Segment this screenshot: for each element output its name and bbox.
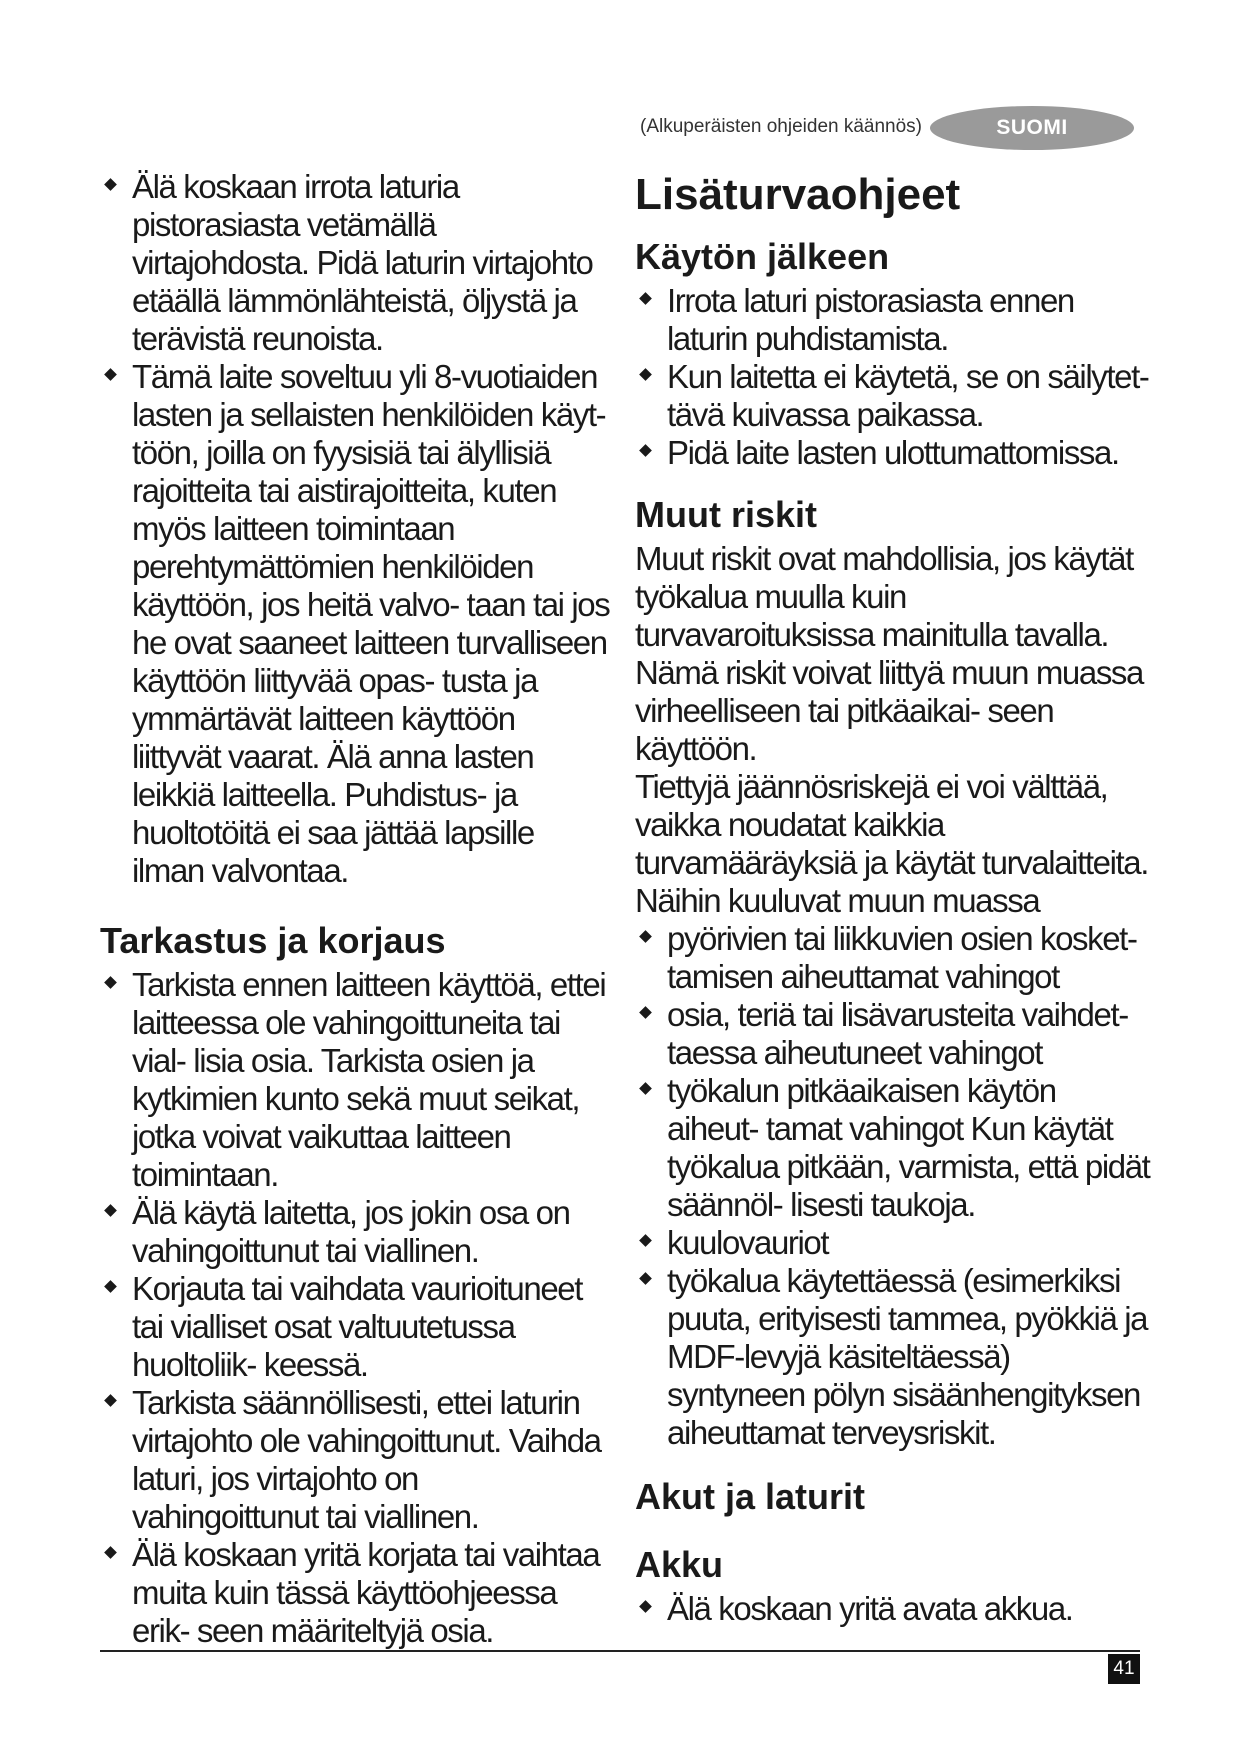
list-item-text: Tämä laite soveltuu yli 8-vuotiaiden lasten ja sellaisten henkilöiden käyt- töön, joilla on fyysisiä tai älyllisiä rajoitteita tai aistirajoitteita, kuten myös laitteen toimintaan perehtymättömien henkilöiden käyttöön, jos heitä valvo- taan tai jos he ovat saaneet laitteen turvalliseen käyttöön liittyvää opas- tusta ja ymmärtävät laitteen käyttöön liittyvät vaarat. Älä anna lasten leikkiä laitteella. Puhdistus- ja huoltotöitä ei saa jättää lapsille ilman valvontaa. (132, 358, 610, 889)
list-item (100, 966, 610, 1194)
list-item-text: työkalun pitkäaikaisen käytön aiheut- tamat vahingot Kun käytät työkalua pitkään, varmista, että pidät säännöl- lisesti taukoja. (667, 1072, 1150, 1223)
list-item-text: Irrota laturi pistorasiasta ennen laturin puhdistamista. (667, 282, 1074, 357)
list-item-text: Tarkista ennen laitteen käyttöä, ettei laitteessa ole vahingoittuneita tai vial- lisia osia. Tarkista osien ja kytkimien kunto sekä muut seikat, jotka voivat vaikuttaa laitteen toimintaan. (132, 966, 606, 1193)
list-item-text: Korjauta tai vaihdata vaurioituneet tai vialliset osat valtuutetussa huoltoliik- keessä. (132, 1270, 582, 1383)
list-item (100, 1384, 610, 1536)
section-title-inspection: Tarkastus ja korjaus (100, 920, 446, 961)
list-item (100, 1194, 610, 1270)
after-use-bullet-list (635, 282, 1150, 472)
bullet-diamond-icon (104, 976, 117, 989)
list-item (100, 168, 610, 358)
bullet-diamond-icon (104, 1204, 117, 1217)
risks-bullet-list (635, 920, 1150, 1452)
bullet-diamond-icon (639, 1082, 652, 1095)
list-item (100, 1270, 610, 1384)
list-item-text: Älä käytä laitetta, jos jokin osa on vahingoittunut tai viallinen. (132, 1194, 570, 1269)
section-title-other-risks: Muut riskit (635, 494, 818, 535)
list-item (635, 996, 1150, 1072)
list-item-text: kuulovauriot (667, 1224, 829, 1261)
list-item (100, 358, 610, 890)
list-item-text: pyörivien tai liikkuvien osien kosket- tamisen aiheuttamat vahingot (667, 920, 1137, 995)
list-item-text: osia, teriä tai lisävarusteita vaihdet- taessa aiheutuneet vahingot (667, 996, 1128, 1071)
header-note: (Alkuperäisten ohjeiden käännös) (640, 116, 923, 137)
bullet-diamond-icon (104, 178, 117, 191)
bullet-diamond-icon (639, 1600, 652, 1613)
list-item-text: työkalua käytettäessä (esimerkiksi puuta, erityisesti tammea, pyökkiä ja MDF-levyjä käsiteltäessä) syntyneen pölyn sisäänhengityksen aiheuttamat terveysriskit. (667, 1262, 1148, 1451)
bullet-diamond-icon (104, 368, 117, 381)
list-item (635, 1262, 1150, 1452)
bullet-diamond-icon (639, 1006, 652, 1019)
list-item-text: Älä koskaan irrota laturia pistorasiasta vetämällä virtajohdosta. Pidä laturin virtajohto etäällä lämmönlähteistä, öljystä ja terävistä reunoista. (132, 168, 593, 357)
left-bullet-list (100, 168, 610, 890)
section-title-battery: Akku (635, 1544, 724, 1585)
bullet-diamond-icon (639, 1234, 652, 1247)
bullet-diamond-icon (639, 368, 652, 381)
section-title-batteries-chargers: Akut ja laturit (635, 1476, 866, 1517)
list-item (635, 282, 1150, 358)
section-title-after-use: Käytön jälkeen (635, 236, 890, 277)
bullet-diamond-icon (104, 1280, 117, 1293)
list-item (635, 1590, 1150, 1628)
list-item (635, 920, 1150, 996)
left-column (100, 168, 620, 1650)
list-item (100, 1536, 610, 1650)
right-column (635, 168, 1150, 1628)
footer-divider (100, 1650, 1140, 1652)
page-title: Lisäturvaohjeet (635, 170, 961, 219)
page-number: 41 (1108, 1654, 1140, 1684)
list-item-text: Kun laitetta ei käytetä, se on säilytet- tävä kuivassa paikassa. (667, 358, 1149, 433)
list-item-text: Älä koskaan yritä avata akkua. (667, 1590, 1073, 1627)
battery-bullet-list (635, 1590, 1150, 1628)
list-item-text: Pidä laite lasten ulottumattomissa. (667, 434, 1119, 471)
bullet-diamond-icon (639, 1272, 652, 1285)
language-badge: SUOMI (930, 106, 1134, 150)
list-item (635, 1072, 1150, 1224)
bullet-diamond-icon (104, 1394, 117, 1407)
inspection-bullet-list (100, 966, 610, 1650)
bullet-diamond-icon (639, 444, 652, 457)
bullet-diamond-icon (639, 930, 652, 943)
risks-paragraph-2: Tiettyjä jäännösriskejä ei voi välttää, vaikka noudatat kaikkia turvamääräyksiä ja käytät turvalaitteita. Näihin kuuluvat muun muassa (635, 768, 1149, 919)
bullet-diamond-icon (104, 1546, 117, 1559)
risks-paragraph-1: Muut riskit ovat mahdollisia, jos käytät työkalua muulla kuin turvavaroituksissa mainitulla tavalla. Nämä riskit voivat liittyä muun muassa virheelliseen tai pitkäaikai- seen käyttöön. (635, 540, 1143, 767)
list-item-text: Tarkista säännöllisesti, ettei laturin virtajohto ole vahingoittunut. Vaihda laturi, jos virtajohto on vahingoittunut tai viallinen. (132, 1384, 601, 1535)
list-item (635, 1224, 1150, 1262)
list-item (635, 358, 1150, 434)
list-item-text: Älä koskaan yritä korjata tai vaihtaa muita kuin tässä käyttöohjeessa erik- seen määriteltyjä osia. (132, 1536, 600, 1649)
list-item (635, 434, 1150, 472)
bullet-diamond-icon (639, 292, 652, 305)
